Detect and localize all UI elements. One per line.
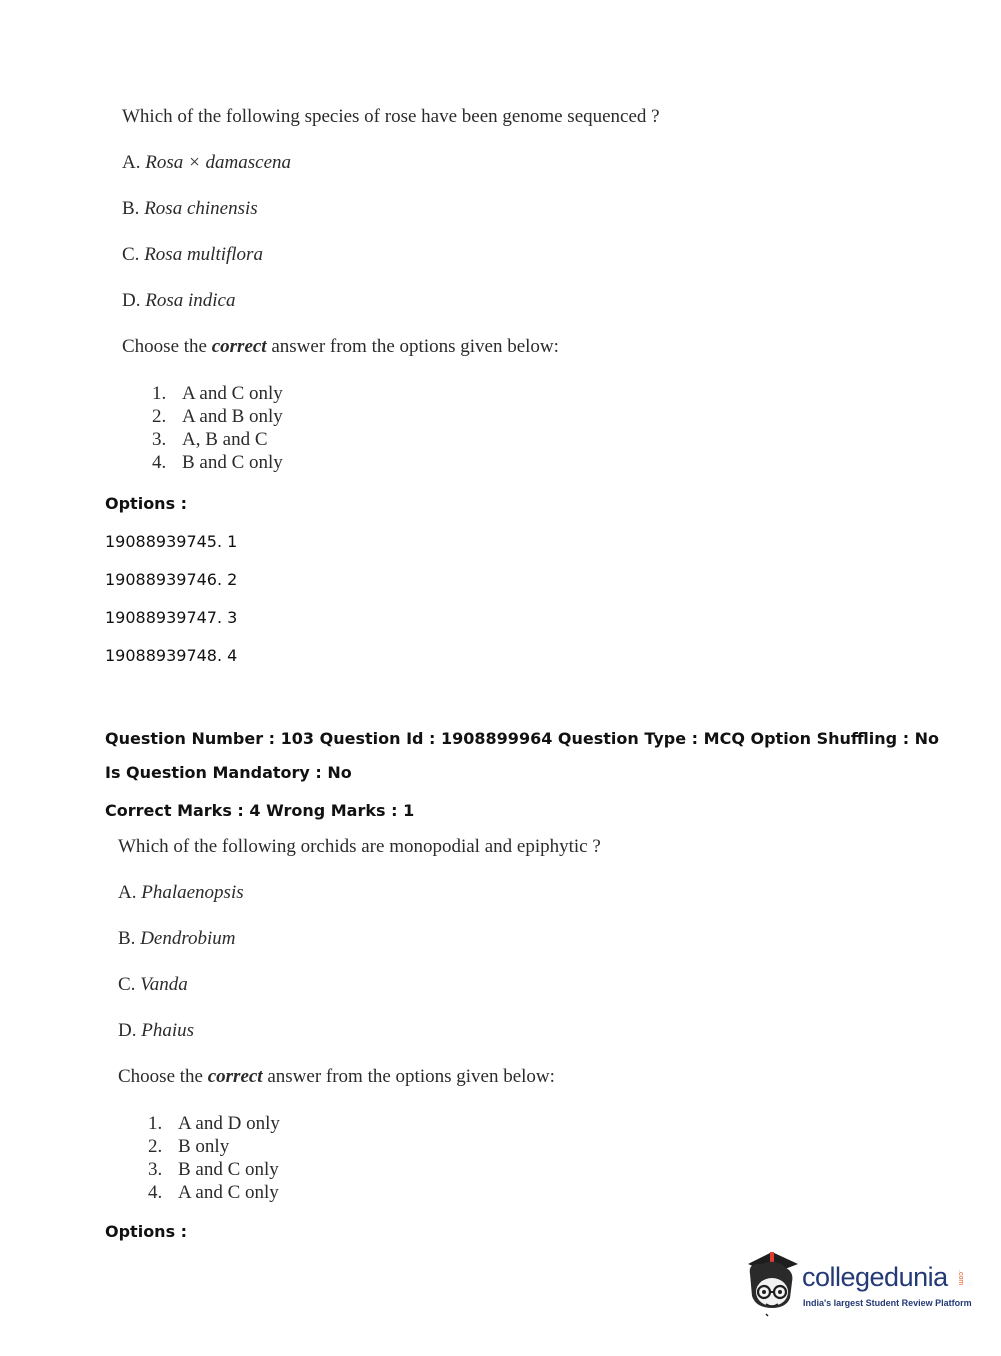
question-mandatory: Is Question Mandatory : No — [105, 763, 352, 782]
statement-letter: A. — [118, 882, 137, 903]
choice-number: 3. — [148, 1159, 163, 1180]
option-id: 19088939748. 4 — [105, 646, 238, 665]
choice-text: A, B and C — [182, 429, 268, 450]
answer-choices — [148, 1112, 280, 1204]
choice-text: B and C only — [178, 1159, 279, 1180]
instruction-text: answer from the options given below: — [266, 336, 559, 357]
statement-letter: C. — [122, 244, 140, 265]
choice-number: 4. — [148, 1182, 163, 1203]
question-meta: Question Number : 103 Question Id : 1908899964 Question Type : MCQ Option Shuffling : No — [105, 729, 940, 748]
statement-text: Rosa indica — [145, 290, 236, 311]
statement-text: Phaius — [141, 1020, 195, 1041]
statement-b — [118, 928, 236, 950]
question-stem: Which of the following species of rose have been genome sequenced ? — [122, 106, 660, 127]
answer-choice — [148, 1112, 280, 1135]
instruction-text: Choose the — [118, 1066, 208, 1087]
answer-choice — [152, 451, 283, 474]
statement-letter: B. — [118, 928, 136, 949]
statement-letter: B. — [122, 198, 140, 219]
collegedunia-logo — [742, 1248, 972, 1318]
instruction-emphasis: correct — [207, 1066, 263, 1087]
statement-c — [118, 974, 188, 996]
choice-text: A and C only — [182, 383, 283, 404]
answer-choice — [152, 405, 283, 428]
answer-choice — [148, 1135, 280, 1158]
answer-choice — [152, 428, 283, 451]
choice-number: 2. — [152, 406, 167, 427]
statement-c — [122, 244, 263, 266]
logo-wordmark: collegedunia — [802, 1262, 948, 1292]
statement-text: Rosa chinensis — [144, 198, 258, 219]
statement-letter: D. — [122, 290, 141, 311]
logo-domain: .com — [957, 1270, 964, 1286]
statement-letter: C. — [118, 974, 136, 995]
choice-text: A and D only — [178, 1113, 280, 1134]
choice-number: 4. — [152, 452, 167, 473]
choice-text: A and C only — [178, 1182, 279, 1203]
instruction-text: answer from the options given below: — [262, 1066, 555, 1087]
choose-instruction — [122, 336, 559, 358]
choice-text: B only — [178, 1136, 230, 1157]
statement-letter: D. — [118, 1020, 137, 1041]
statement-letter: A. — [122, 152, 141, 173]
option-id: 19088939747. 3 — [105, 608, 238, 627]
answer-choice — [152, 382, 283, 405]
instruction-emphasis: correct — [211, 336, 267, 357]
logo-tagline: India's largest Student Review Platform — [803, 1298, 972, 1308]
statement-text: Phalaenopsis — [141, 882, 244, 903]
statement-text: Vanda — [140, 974, 188, 995]
choice-number: 1. — [152, 383, 167, 404]
statement-text: Rosa × damascena — [145, 152, 292, 173]
instruction-text: Choose the — [122, 336, 212, 357]
answer-choices — [152, 382, 283, 474]
choice-number: 3. — [152, 429, 167, 450]
answer-choice — [148, 1181, 280, 1204]
mascot-icon — [742, 1248, 804, 1318]
statement-a — [118, 882, 244, 904]
options-label: Options : — [105, 494, 188, 513]
question-marks: Correct Marks : 4 Wrong Marks : 1 — [105, 801, 415, 820]
choice-text: A and B only — [182, 406, 283, 427]
statement-d — [122, 290, 235, 312]
statement-text: Rosa multiflora — [144, 244, 263, 265]
question-stem: Which of the following orchids are monopodial and epiphytic ? — [118, 836, 601, 857]
option-id: 19088939746. 2 — [105, 570, 238, 589]
options-label: Options : — [105, 1222, 188, 1241]
statement-b — [122, 198, 258, 220]
statement-a — [122, 152, 291, 174]
statement-text: Dendrobium — [140, 928, 236, 949]
answer-choice — [148, 1158, 280, 1181]
choice-number: 1. — [148, 1113, 163, 1134]
choose-instruction — [118, 1066, 555, 1088]
option-id: 19088939745. 1 — [105, 532, 238, 551]
choice-text: B and C only — [182, 452, 283, 473]
choice-number: 2. — [148, 1136, 163, 1157]
statement-d — [118, 1020, 194, 1042]
